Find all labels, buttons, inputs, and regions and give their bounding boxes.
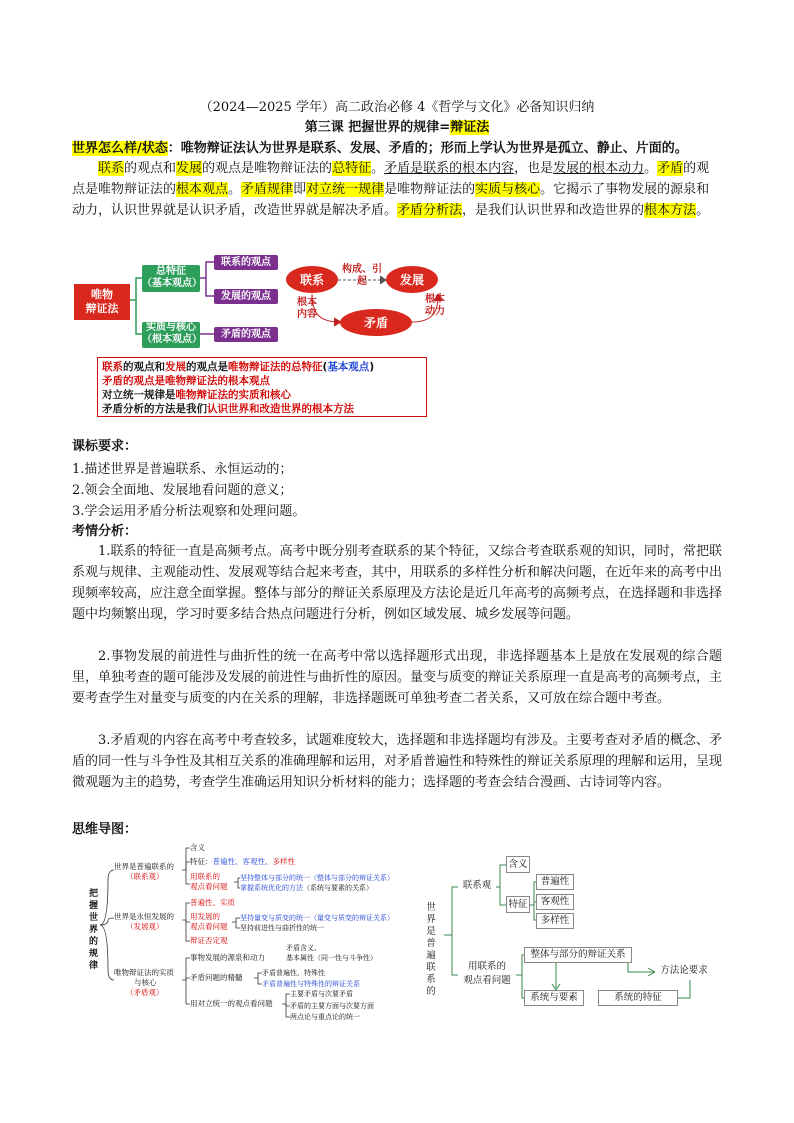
mm-node: 坚持前进性与曲折性的统一 bbox=[240, 924, 324, 932]
mm-node: 普遍性、实质 bbox=[190, 898, 235, 907]
intro-seg: 根本方法 bbox=[644, 203, 697, 218]
intro-seg: 发展的根本动力 bbox=[553, 161, 645, 176]
summary-line: 矛盾的观点是唯物辩证法的根本观点 bbox=[102, 375, 270, 387]
intro-seg: 矛盾分析法 bbox=[397, 203, 463, 218]
mm2-f2: 客观性 bbox=[536, 894, 574, 910]
analysis-paragraph: 3.矛盾观的内容在高考中考查较多，试题难度较大，选择题和非选择题均有涉及。主要考查对矛盾的概念、矛盾的同一性与斗争性及其相互关系的准确理解和运用，对矛盾普遍性和特殊性的辩证关系原理的理解和运用，呈现微观题为主的趋势，考查学生准确运用知识分析材料的能力；选择题的考查会结合漫画、古诗词等内容。 bbox=[72, 733, 723, 790]
core-box: 实质与核心 （根本观点） bbox=[142, 322, 200, 348]
mm-node: 坚持量变与质变的统一（量变与质变的辩证关系） bbox=[240, 914, 394, 922]
summary-seg: 认识世界和改造世界的根本方法 bbox=[207, 403, 354, 415]
mm-node: 辩证否定观 bbox=[190, 936, 228, 945]
mm2-system-feature: 系统的特征 bbox=[598, 990, 678, 1006]
oval-development: 发展 bbox=[386, 266, 438, 293]
root-dialectics-box: 唯物 辩证法 bbox=[74, 284, 130, 320]
mm-text: 用联系的 bbox=[190, 872, 220, 881]
arrow-label-right: 根本 动力 bbox=[425, 294, 445, 317]
mm2-f3: 多样性 bbox=[536, 913, 574, 929]
summary-seg: 矛盾分析的方法是我们 bbox=[102, 403, 207, 415]
mm-tag: （矛盾观） bbox=[126, 988, 164, 997]
intro-seg: 实质与核心 bbox=[475, 182, 541, 197]
mm-node: 含义 bbox=[190, 843, 205, 852]
intro-seg: 。 bbox=[371, 161, 385, 176]
standards-item: 2.领会全面地、发展地看问题的意义； bbox=[72, 483, 293, 498]
intro-seg: 矛盾是联系的根本内容 bbox=[384, 161, 515, 176]
dev-view-box: 发展的观点 bbox=[214, 289, 278, 304]
intro-seg: 。它揭示了事物发展的源泉和动力，认识世界就是认识矛盾，改造世界就是解决矛盾。 bbox=[72, 182, 710, 218]
mm2-root: 世 界 是 普 遍 联 系 的 bbox=[418, 902, 444, 968]
mm-node: 用对立统一的观点看问题 bbox=[190, 999, 273, 1008]
mm-node: 矛盾问题的精髓 bbox=[190, 973, 243, 982]
standards-item: 1.描述世界是普遍联系、永恒运动的； bbox=[72, 462, 293, 477]
mm2-whole-part: 整体与部分的辩证关系 bbox=[524, 947, 632, 963]
intro-seg: ，也是 bbox=[514, 161, 554, 176]
mm-text: 特征： bbox=[190, 857, 213, 866]
intro-seg: 。 bbox=[696, 203, 710, 218]
mm-text: 观点看问题 bbox=[190, 922, 228, 931]
world-state-text: ：唯物辩证法认为世界是联系、发展、矛盾的；形而上学认为世界是孤立、静止、片面的。 bbox=[167, 141, 688, 156]
world-state-lead: 世界怎么样/状态 bbox=[72, 141, 168, 156]
summary-seg: 的观点是 bbox=[186, 361, 228, 373]
summary-seg: ( bbox=[322, 361, 328, 373]
intro-seg: 的观点和 bbox=[124, 161, 177, 176]
oval-contradiction: 矛盾 bbox=[340, 309, 412, 336]
link-view-box: 联系的观点 bbox=[214, 255, 278, 270]
arrow-label-left: 根本 内容 bbox=[297, 297, 317, 320]
summary-seg: 的观点和 bbox=[123, 361, 165, 373]
mm2-meaning: 含义 bbox=[506, 856, 530, 873]
mm-tag: （发展观） bbox=[126, 922, 164, 931]
mm-text: 用发展的 bbox=[190, 912, 220, 921]
mm-tag: （联系观） bbox=[126, 872, 164, 881]
intro-seg: 发展 bbox=[176, 161, 203, 176]
feature-box: 总特征 （基本观点） bbox=[142, 265, 200, 292]
mm-text: 世界是普遍联系的 bbox=[114, 862, 174, 871]
intro-seg: 矛盾 bbox=[657, 161, 684, 176]
intro-seg: 总特征 bbox=[332, 161, 372, 176]
mm2-method: 方法论要求 bbox=[655, 964, 713, 980]
intro-seg: 。 bbox=[644, 161, 658, 176]
mm-node: 矛盾普遍性与特殊性的辩证关系 bbox=[262, 980, 360, 988]
lesson-prefix: 第三课 把握世界的规律= bbox=[304, 120, 451, 135]
mm-text: 与核心 bbox=[134, 978, 157, 987]
mm-node: 坚持整体与部分的统一（整体与部分的辩证关系） bbox=[240, 874, 394, 882]
mm-text: 普遍性、客观性、 bbox=[212, 857, 273, 866]
mm2-system-element: 系统与要素 bbox=[524, 990, 584, 1006]
standards-item: 3.学会运用矛盾分析法观察和处理问题。 bbox=[72, 504, 306, 519]
intro-seg: 。 bbox=[228, 182, 242, 197]
intro-seg: 的观点是唯物辩证法的 bbox=[202, 161, 333, 176]
contra-view-box: 矛盾的观点 bbox=[214, 327, 278, 342]
summary-seg: 发展 bbox=[165, 361, 186, 373]
standards-heading: 课标要求： bbox=[72, 439, 138, 454]
intro-seg: ，是我们认识世界和改造世界的 bbox=[462, 203, 645, 218]
summary-seg: ) bbox=[369, 361, 375, 373]
mm-node: 两点论与重点论的统一 bbox=[290, 1013, 360, 1021]
mm2-feature: 特征 bbox=[506, 896, 530, 913]
arrow-label-top: 构成、引起 bbox=[342, 264, 382, 287]
intro-seg: 的观点是唯物辩证法的 bbox=[72, 161, 710, 197]
analysis-heading: 考情分析： bbox=[72, 524, 138, 539]
mm2-view: 联系观 bbox=[458, 878, 496, 896]
mm-node: 矛盾普遍性、特殊性 bbox=[262, 969, 325, 977]
summary-seg: 联系 bbox=[102, 361, 123, 373]
document-title: （2024—2025 学年）高二政治必修 4《哲学与文化》必备知识归纳 bbox=[199, 100, 595, 115]
intro-seg: 根本观点 bbox=[176, 182, 229, 197]
mm-root: 把 握 世 界 的 规 律 bbox=[89, 889, 99, 971]
intro-seg: 对立统一规律 bbox=[306, 182, 385, 197]
mm-text: 基本属性（同一性与斗争性） bbox=[286, 954, 377, 962]
mindmap-heading: 思维导图： bbox=[72, 822, 138, 837]
mm-text: 唯物辩证法的实质 bbox=[114, 968, 174, 977]
summary-seg: 唯物辩证法的实质和核心 bbox=[175, 389, 291, 401]
mm-text: 矛盾含义、 bbox=[286, 944, 321, 952]
mm-text: 观点看问题 bbox=[190, 882, 228, 891]
mm-node: 矛盾的主要方面与次要方面 bbox=[290, 1002, 374, 1010]
mm2-f1: 普遍性 bbox=[536, 874, 574, 890]
mm-node: 事物发展的源泉和动力 bbox=[190, 953, 265, 962]
analysis-paragraph: 1.联系的特征一直是高频考点。高考中既分别考查联系的某个特征，又综合考查联系观的知识，同时，常把联系观与规律、主观能动性、发展观等结合起来考查，其中，用联系的多样性分析和解决问题，在近年来的高考中出现频率较高，应注意全面掌握。整体与部分的辩证关系原理及方法论是近几年高考的高频考点，在选择题和非选择题中均频繁出现，学习时要多结合热点问题进行分析，例如区域发展、城乡发展等问题。 bbox=[72, 544, 723, 622]
intro-seg: 是唯物辩证法的 bbox=[384, 182, 476, 197]
mm-node: 主要矛盾与次要矛盾 bbox=[290, 990, 353, 998]
oval-link: 联系 bbox=[286, 266, 338, 293]
analysis-paragraph: 2.事物发展的前进性与曲折性的统一在高考中常以选择题形式出现，非选择题基本上是放在发展观的综合题里，单独考查的题可能涉及发展的前进性与曲折性的原因。量变与质变的辩证关系原理一直是高考的高频考点，主要考查学生对量变与质变的内在关系的理解，非选择题既可单独考查二者关系，又可放在综合题中考查。 bbox=[72, 649, 723, 706]
mm-text: 多样性 bbox=[272, 857, 295, 866]
summary-seg: 对立统一规律是 bbox=[102, 389, 176, 401]
mm-text: 掌握系统优化的方法 bbox=[240, 884, 303, 892]
mm2-use: 用联系的 观点看问题 bbox=[458, 960, 516, 990]
intro-seg: 联系 bbox=[98, 161, 125, 176]
summary-seg: 唯物辩证法的总特征 bbox=[228, 361, 323, 373]
mm-text: （系统与要素的关系） bbox=[303, 884, 373, 892]
lesson-highlight: 辩证法 bbox=[450, 120, 490, 135]
summary-seg: 基本观点 bbox=[327, 361, 370, 373]
intro-seg: 即 bbox=[293, 182, 307, 197]
mm-text: 世界是永恒发展的 bbox=[114, 912, 174, 921]
intro-seg: 矛盾规律 bbox=[241, 182, 294, 197]
